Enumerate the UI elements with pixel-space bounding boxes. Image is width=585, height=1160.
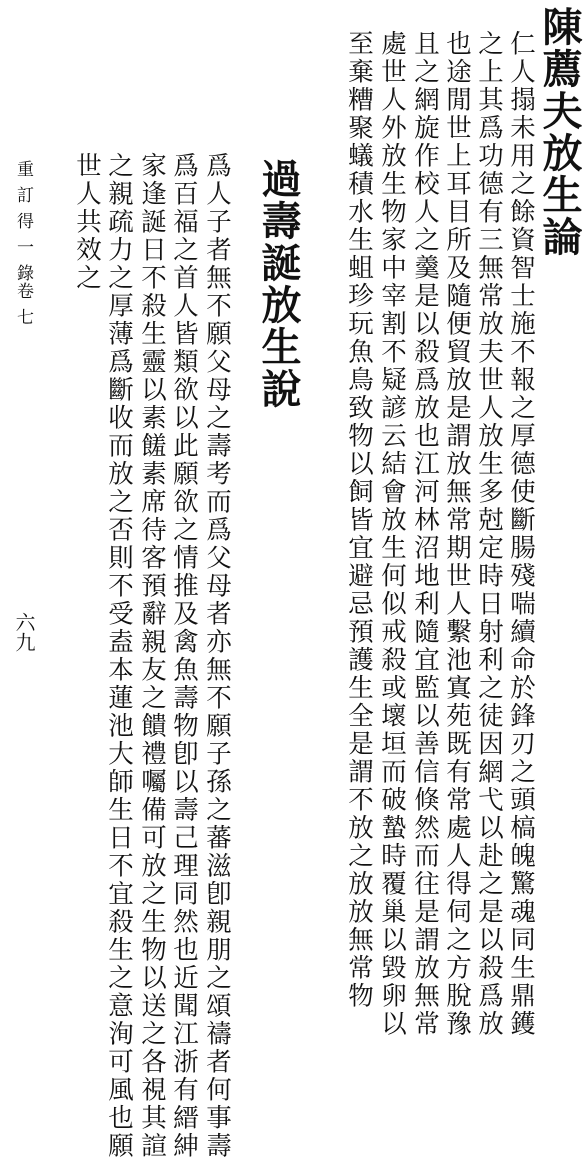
book-title: 重訂得一錄 bbox=[13, 160, 33, 290]
section-1-line-2: 之上其爲功德有三無常放夫世人放生多尅定時日射利之徒因網弋以赴之是以殺爲放 bbox=[474, 30, 504, 1038]
section-1-line-3: 也途閒世上耳目所及隨便貿放是謂放無常期世人繫池寘苑既有常處人得伺之方脫豫 bbox=[442, 30, 472, 1038]
volume-label: 卷七 bbox=[13, 282, 33, 334]
section-1-line-1: 仁人搨未用之餘資智士施不報之厚德使斷腸殘喘續命於鋒刃之頭槁魄驚魂同生鼎鑊 bbox=[506, 30, 536, 1038]
section-2-line-4: 之親疏力之厚薄爲斷收而放之否則不受盍本蓮池大師生日不宜殺生之意洵可風也願 bbox=[104, 152, 134, 1160]
section-2-line-3: 家逢誕日不殺生靈以素饈素席待客預辭親友之饋禮囑備可放之生物以送之各視其諠 bbox=[137, 152, 167, 1160]
section-2-title: 過壽誕放生說 bbox=[255, 158, 301, 410]
section-1-title: 陳薦夫放生論 bbox=[536, 6, 582, 258]
section-2-line-1: 爲人子者無不願父母之壽考而爲父母者亦無不願子孫之蕃滋卽親朋之頌禱者何事壽 bbox=[202, 152, 232, 1160]
page-number: 六九 bbox=[12, 612, 36, 652]
section-2-line-2: 爲百福之首人皆類欲以此願欲之情推及禽魚壽物卽以壽己理同然也近聞江浙有縉紳 bbox=[169, 152, 199, 1160]
section-1-line-4: 且之網旋作校人之羹是以殺爲放也江河林沼地利隨宜監以善信倏然而往是謂放無常 bbox=[410, 30, 440, 1038]
section-1-line-6: 至棄糟聚蟻積水生蛆珍玩魚鳥致物以飼皆宜避忌預護生全是謂不放之放放無常物 bbox=[344, 30, 374, 1010]
section-1-line-5: 處世人外放生物家中宰割不疑諺云結會放生何似戒殺或壞垣而破蟄時覆巢以毀卵以 bbox=[377, 30, 407, 1038]
section-2-line-5: 世人共效之 bbox=[72, 152, 102, 292]
